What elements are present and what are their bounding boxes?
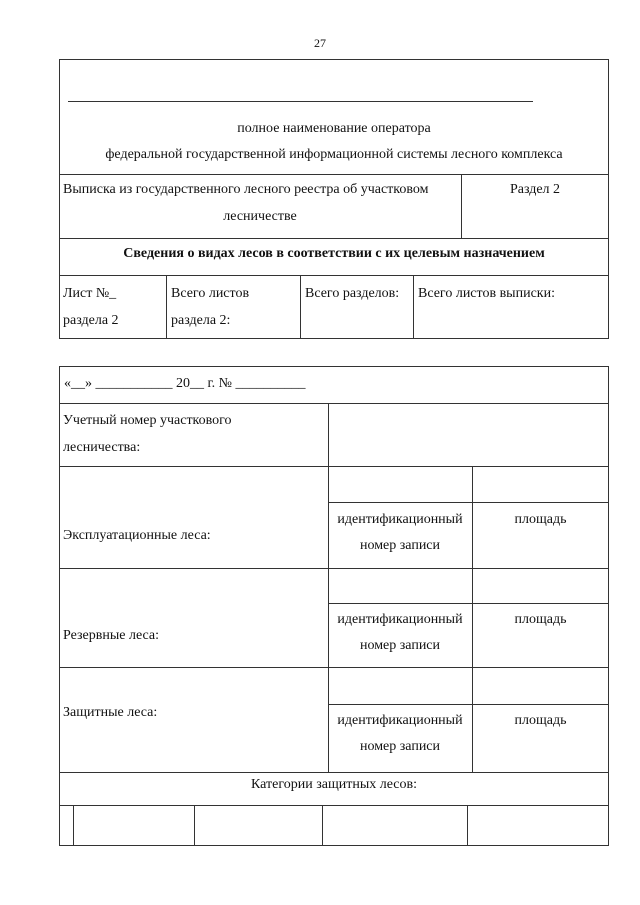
account-number-label-2: лесничества: xyxy=(63,440,141,455)
operator-name-caption-2: федеральной государственной информационной системы лесного комплекса xyxy=(105,147,563,162)
operator-name-underline xyxy=(68,101,533,102)
divider xyxy=(194,805,195,846)
total-extract-sheets-label: Всего листов выписки: xyxy=(418,286,555,301)
exploitation-forests-label: Эксплуатационные леса: xyxy=(63,528,211,543)
divider xyxy=(328,603,609,604)
section-heading: Сведения о видах лесов в соответствии с их целевым назначением xyxy=(123,246,545,261)
divider xyxy=(59,238,609,239)
divider xyxy=(166,275,167,339)
divider xyxy=(73,805,74,846)
reserve-id-record-1: идентификационный xyxy=(337,612,463,627)
divider xyxy=(328,704,609,705)
divider xyxy=(413,275,414,339)
sheet-number-label-1: Лист №_ xyxy=(63,286,117,301)
operator-name-caption-1: полное наименование оператора xyxy=(237,121,431,136)
divider xyxy=(322,805,323,846)
total-sheets-label-1: Всего листов xyxy=(171,286,250,301)
total-sheets-label-2: раздела 2: xyxy=(171,313,231,328)
divider xyxy=(467,805,468,846)
section-label: Раздел 2 xyxy=(509,182,561,197)
reserve-area: площадь xyxy=(514,612,567,627)
divider xyxy=(59,805,609,806)
exploit-id-record-2: номер записи xyxy=(359,538,441,553)
extract-title-line-2: лесничестве xyxy=(223,209,297,224)
divider xyxy=(328,502,609,503)
divider xyxy=(59,275,609,276)
divider xyxy=(300,275,301,339)
divider xyxy=(59,772,609,773)
account-number-label-1: Учетный номер участкового xyxy=(63,413,232,428)
total-sections-label: Всего разделов: xyxy=(305,286,400,301)
extract-title-line-1: Выписка из государственного лесного реестра об участковом xyxy=(63,182,429,197)
protective-id-record-2: номер записи xyxy=(359,739,441,754)
reserve-forests-label: Резервные леса: xyxy=(63,628,159,643)
exploit-id-record-1: идентификационный xyxy=(337,512,463,527)
divider xyxy=(59,174,609,175)
page-number: 27 xyxy=(314,36,326,50)
protective-forests-label: Защитные леса: xyxy=(63,705,158,720)
divider xyxy=(59,466,609,467)
date-number-line: «__» ___________ 20__ г. № __________ xyxy=(64,376,306,391)
exploit-area: площадь xyxy=(514,512,567,527)
protective-id-record-1: идентификационный xyxy=(337,713,463,728)
protective-area: площадь xyxy=(514,713,567,728)
divider xyxy=(59,403,609,404)
reserve-id-record-2: номер записи xyxy=(359,638,441,653)
divider xyxy=(59,667,609,668)
protective-categories-label: Категории защитных лесов: xyxy=(250,777,417,792)
forest-types-table xyxy=(59,366,609,846)
divider xyxy=(59,568,609,569)
sheet-number-label-2: раздела 2 xyxy=(63,313,119,328)
